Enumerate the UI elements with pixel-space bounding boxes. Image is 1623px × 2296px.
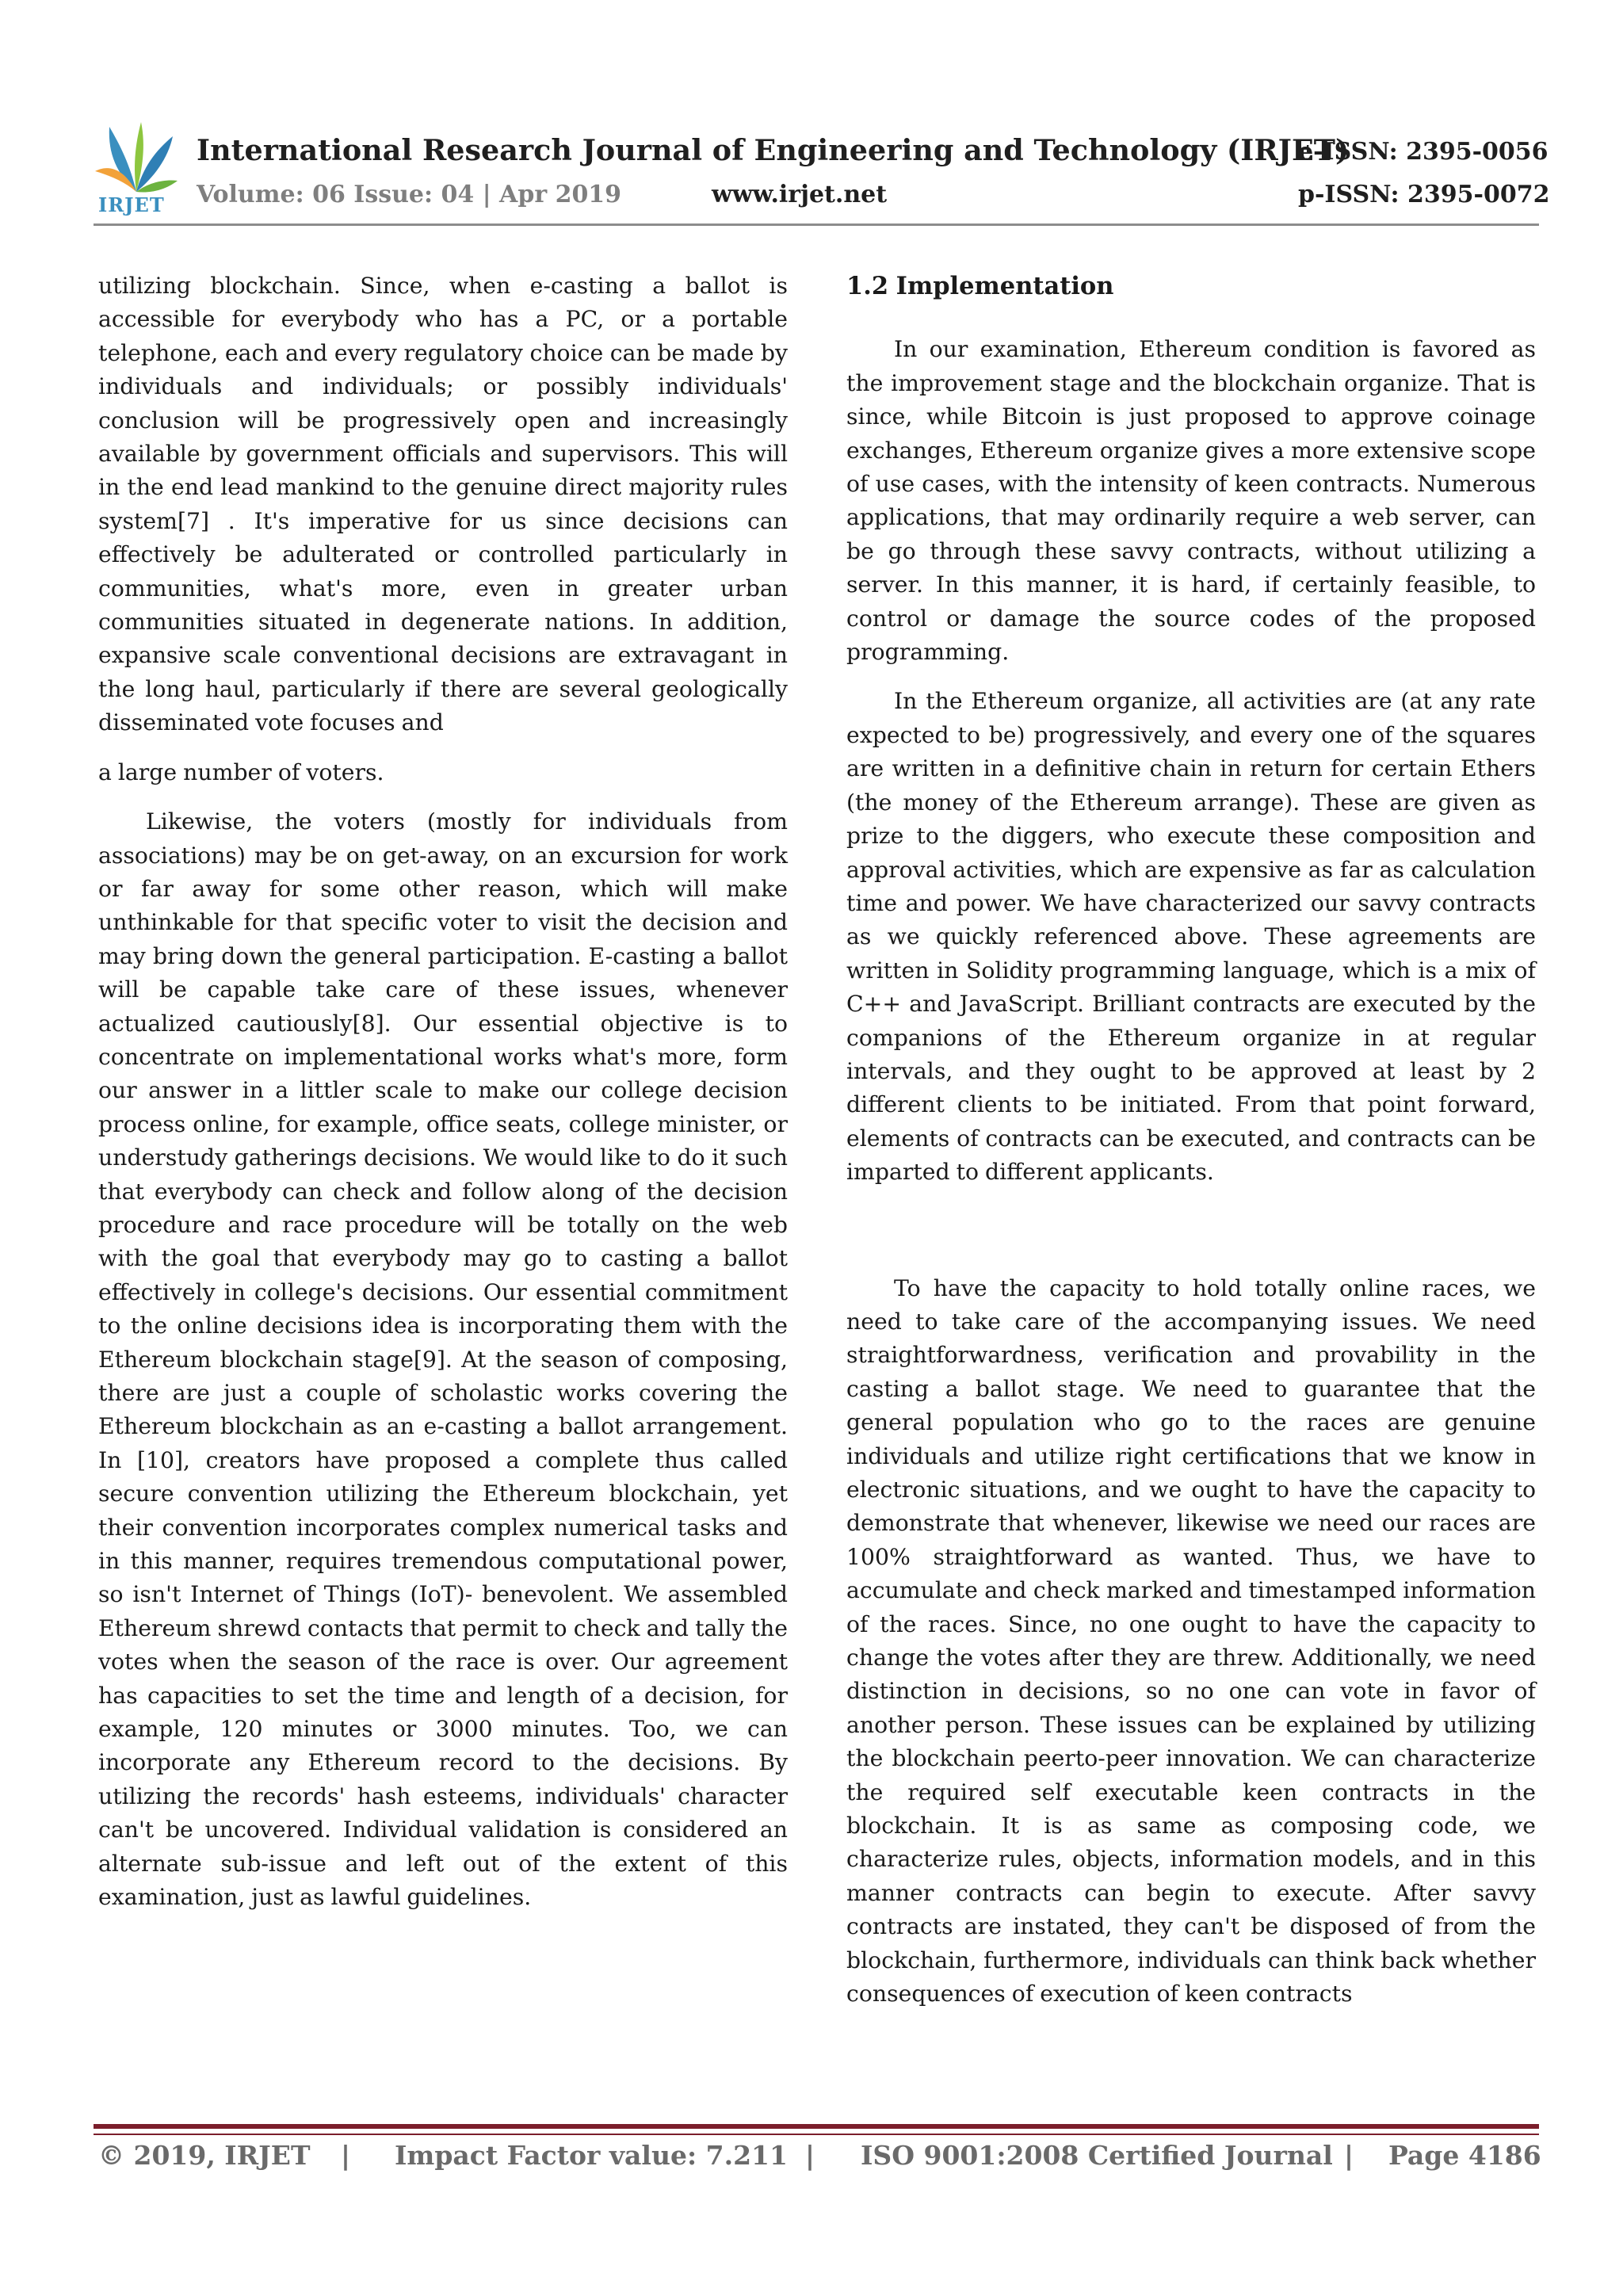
footer-page-number: Page 4186 <box>1388 2140 1541 2171</box>
logo-leaf-icon <box>94 119 179 197</box>
left-column <box>98 269 788 1915</box>
website-link[interactable]: www.irjet.net <box>712 181 888 208</box>
footer-iso: ISO 9001:2008 Certified Journal <box>861 2140 1333 2171</box>
page-footer <box>98 2140 1541 2175</box>
right-column <box>846 269 1536 2011</box>
footer-separator: | <box>1344 2140 1354 2171</box>
footer-divider-thin <box>94 2134 1539 2135</box>
footer-separator: | <box>341 2140 351 2171</box>
right-paragraph-2: In the Ethereum organize, all activities are (at any rate expected to be) progressively, and every one of the squares are written in a definitive chain in return for certain Ethers (the money of the Ethereum arrange). These are given as prize to the diggers, who execute these composition and approval activities, which are expensive as far as calculation time and power. We have characterized our savvy contracts as we quickly referenced above. These agreements are written in Solidity programming language, which is a mix of C++ and JavaScript. Brilliant contracts are executed by the companions of the Ethereum organize in at regular intervals, and they ought to be approved at least by 2 different clients to be initiated. From that point forward, elements of contracts can be executed, and contracts can be imparted to different applicants. <box>846 688 1536 1186</box>
irjet-logo <box>94 119 179 214</box>
left-paragraph-1: utilizing blockchain. Since, when e-casting a ballot is accessible for everybody who has a PC, or a portable telephone, each and every regulatory choice can be made by individuals and individuals; or possibly individuals' conclusion will be progressively open and increasingly available by government officials and supervisors. This will in the end lead mankind to the genuine direct majority rules system[7] . It's imperative for us since decisions can effectively be adulterated or controlled particularly in communities, what's more, even in greater urban communities situated in degenerate nations. In addition, expansive scale conventional decisions are extravagant in the long haul, particularly if there are several geologically disseminated vote focuses and <box>98 273 788 736</box>
p-issn: p-ISSN: 2395-0072 <box>1298 181 1550 208</box>
footer-copyright: © 2019, IRJET <box>98 2140 311 2171</box>
left-paragraph-3: Likewise, the voters (mostly for individuals from associations) may be on get-away, on an excursion for work or far away for some other reason, which will make unthinkable for that specific voter to visit the decision and may bring down the general participation. E-casting a ballot will be capable take care of these issues, whenever actualized cautiously[8]. Our essential objective is to concentrate on implementational works what's more, form our answer in a littler scale to make our college decision process online, for example, office seats, college minister, or understudy gatherings decisions. We would like to do it such that everybody can check and follow along of the decision procedure and race procedure will be totally on the web with the goal that everybody may go to casting a ballot effectively in college's decisions. Our essential commitment to the online decisions idea is incorporating them with the Ethereum blockchain stage[9]. At the season of composing, there are just a couple of scholastic works covering the Ethereum blockchain as an e-casting a ballot arrangement. In [10], creators have proposed a complete thus called secure convention utilizing the Ethereum blockchain, yet their convention incorporates complex numerical tasks and in this manner, requires tremendous computational power, so isn't Internet of Things (IoT)- benevolent. We assembled Ethereum shrewd contacts that permit to check and tally the votes when the season of the race is over. Our agreement has capacities to set the time and length of a decision, for example, 120 minutes or 3000 minutes. Too, we can incorporate any Ethereum record to the decisions. By utilizing the records' hash esteems, individuals' character can't be uncovered. Individual validation is considered an alternate sub-issue and left out of the extent of this examination, just as lawful guidelines. <box>98 808 788 1911</box>
right-paragraph-1: In our examination, Ethereum condition is favored as the improvement stage and the blockchain organize. That is since, while Bitcoin is just proposed to approve coinage exchanges, Ethereum organize gives a more extensive scope of use cases, with the intensity of keen contracts. Numerous applications, that may ordinarily require a web server, can be go through these savvy contracts, without utilizing a server. In this manner, it is hard, if certainly feasible, to control or damage the source codes of the proposed programming. <box>846 336 1536 666</box>
header-divider <box>94 223 1539 226</box>
right-paragraph-3: To have the capacity to hold totally online races, we need to take care of the accompanying issues. We need straightforwardness, verification and provability in the casting a ballot stage. We need to guarantee that the general population who go to the races are genuine individuals and utilize right certifications that we know in electronic situations, and we ought to have the capacity to demonstrate that whenever, likewise we need our races are 100% straightforward as wanted. Thus, we have to accumulate and check marked and timestamped information of the races. Since, no one ought to have the capacity to change the votes after they are threw. Additionally, we need distinction in decisions, so no one can vote in favor of another person. These issues can be explained by utilizing the blockchain peerto-peer innovation. We can characterize the required self executable keen contracts in the blockchain. It is as same as composing code, we characterize rules, objects, information models, and in this manner contracts can begin to execute. After savvy contracts are instated, they can't be disposed of from the blockchain, furthermore, individuals can think back whether consequences of execution of keen contracts <box>846 1274 1536 2008</box>
logo-text: IRJET <box>98 193 165 216</box>
section-heading: 1.2 Implementation <box>846 272 1114 300</box>
left-paragraph-2: a large number of voters. <box>98 758 384 785</box>
footer-separator: | <box>805 2140 815 2171</box>
journal-title: International Research Journal of Engineering and Technology (IRJET) <box>197 133 1350 167</box>
volume-info: Volume: 06 Issue: 04 | Apr 2019 <box>197 181 622 208</box>
footer-divider-thick <box>94 2124 1539 2129</box>
footer-impact-factor: Impact Factor value: 7.211 <box>395 2140 788 2171</box>
e-issn: e-ISSN: 2395-0056 <box>1298 138 1549 166</box>
